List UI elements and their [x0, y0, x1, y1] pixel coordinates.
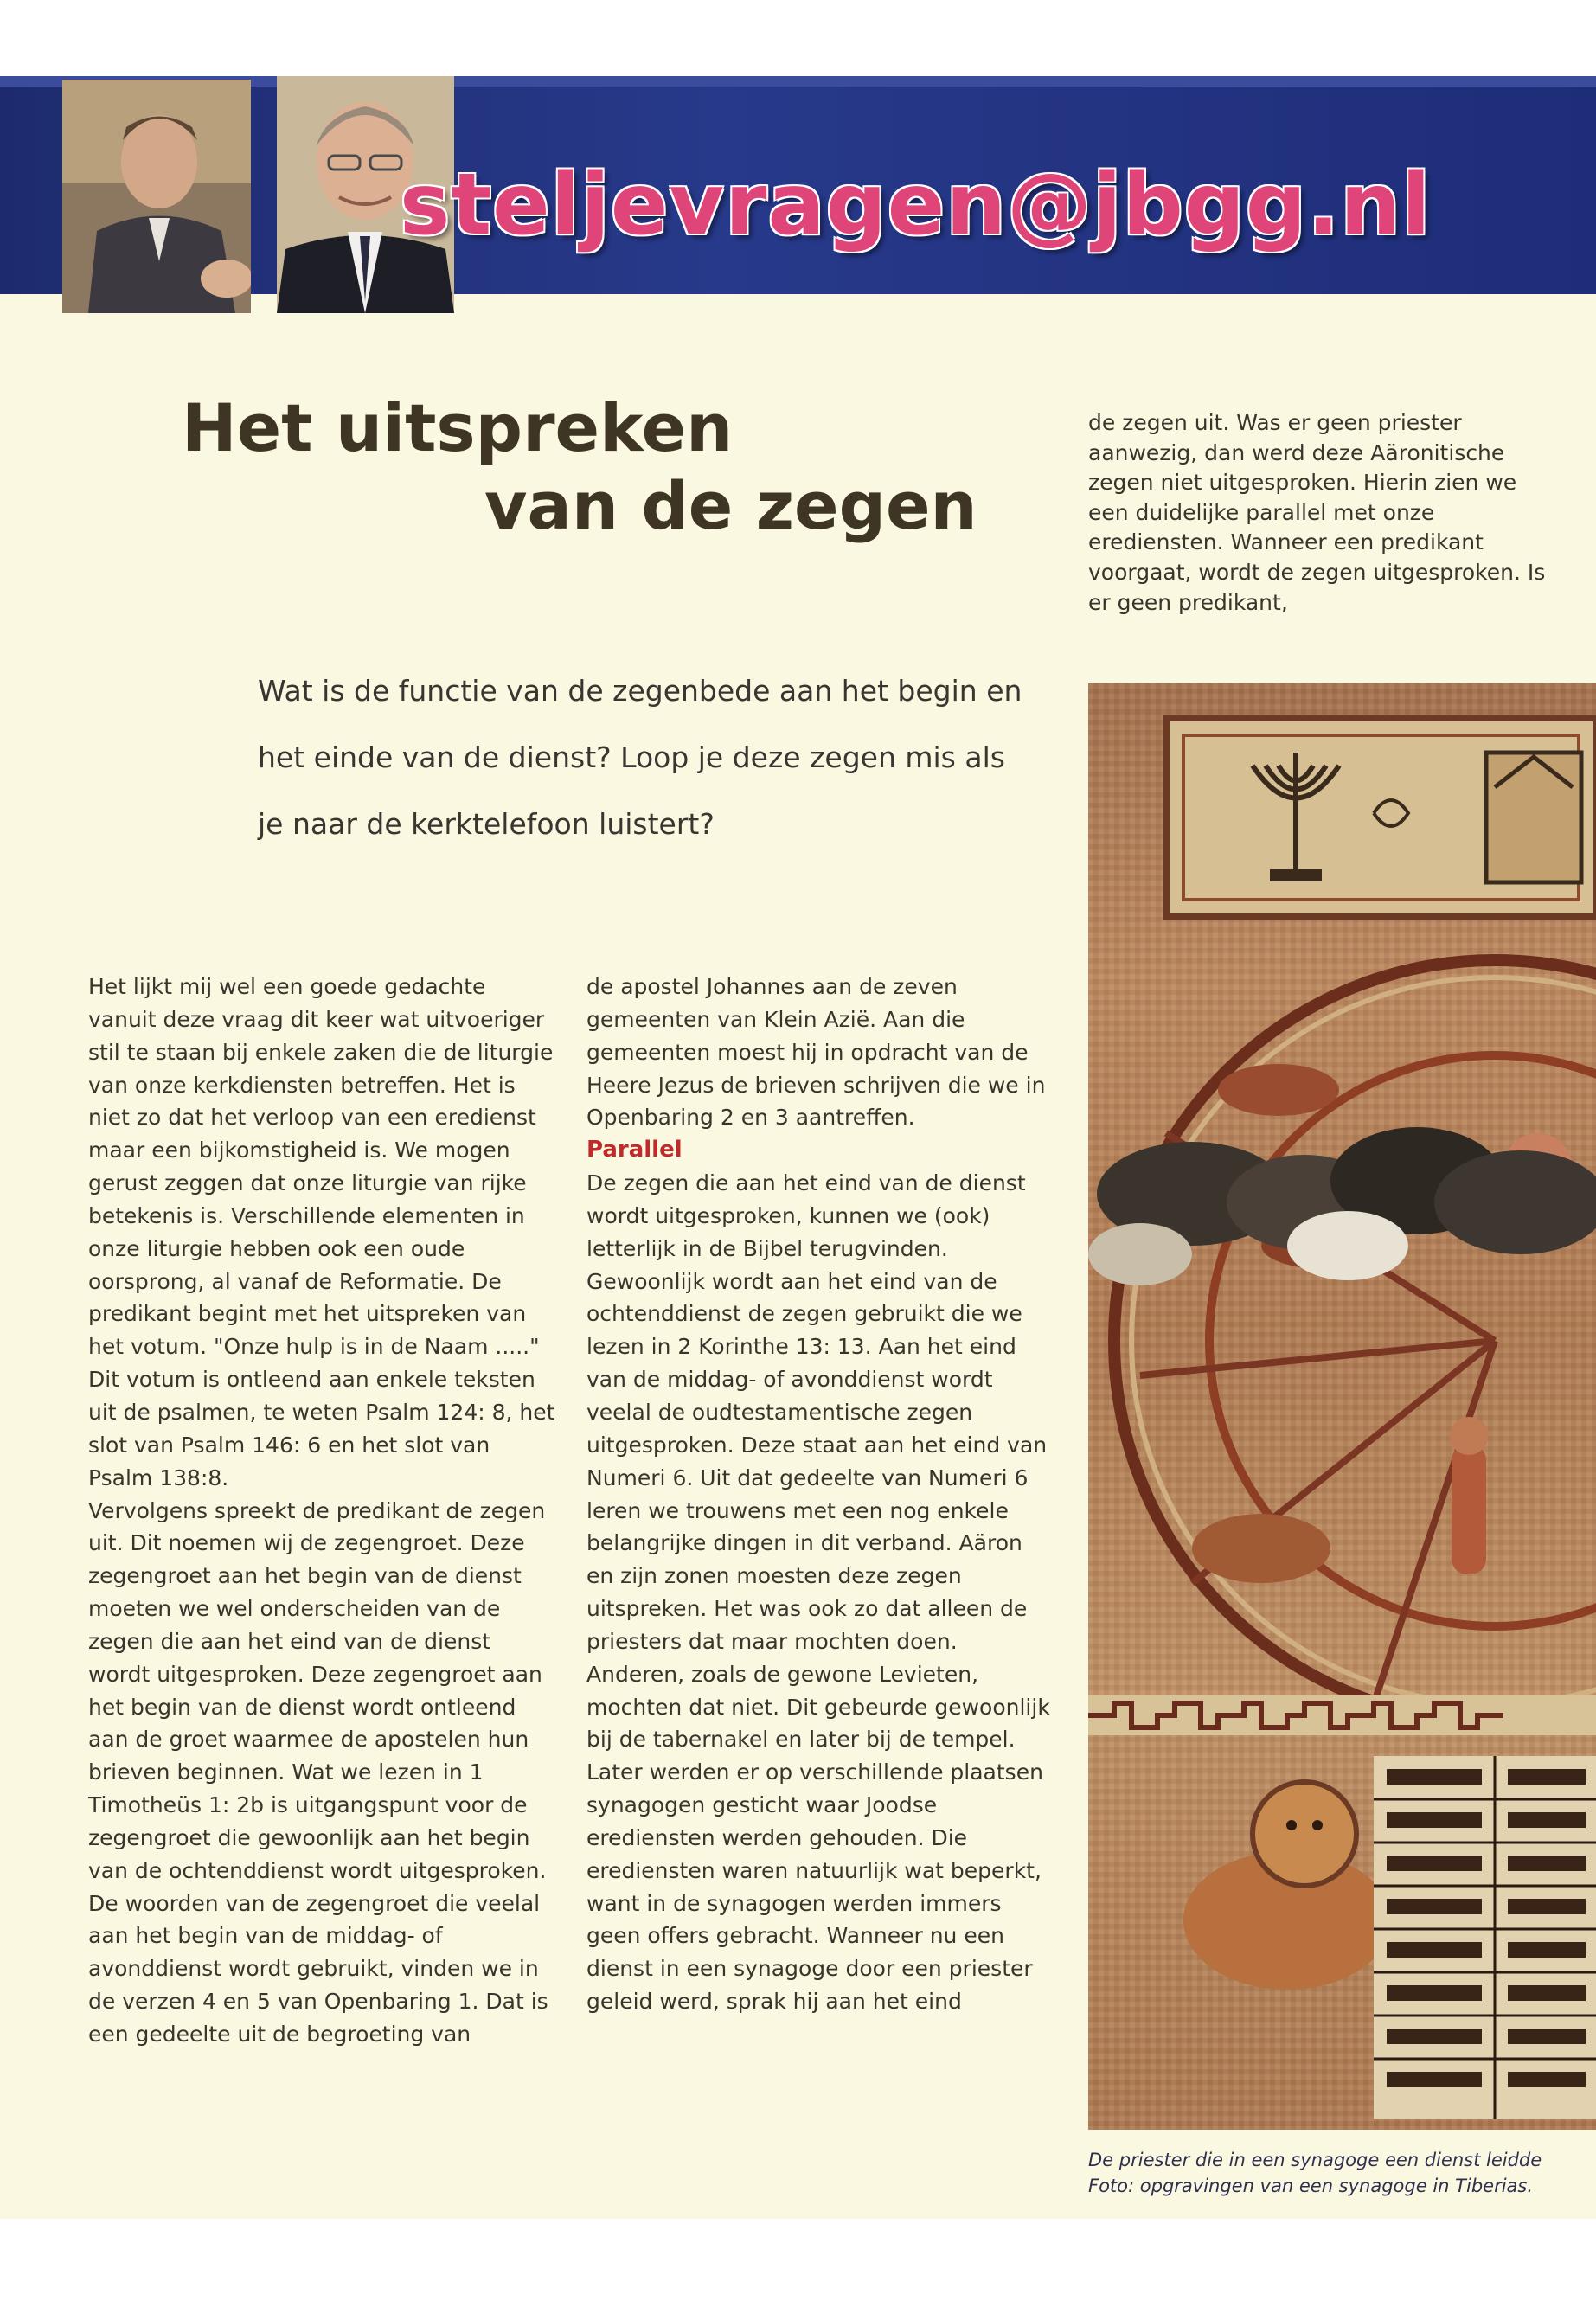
- text-column-1: [88, 971, 555, 2051]
- caption-line-1: De priester die in een synagoge een dienst leidde: [1088, 2150, 1542, 2170]
- speaker-photo: [62, 80, 251, 313]
- bottom-margin: [0, 2219, 1596, 2301]
- paragraph: De zegen die aan het eind van de dienst wordt uitgesproken, kunnen we (ook) letterlijk in de Bijbel terugvinden. Gewoonlijk wordt aan het eind van de ochtenddienst de zegen gebruikt die we lezen in 2 Korinthe 13: 13. Aan het eind van de middag- of avonddienst wordt veelal de oudtestamentische zegen uitgesproken. Deze staat aan het eind van Numeri 6. Uit dat gedeelte van Numeri 6 leren we trouwens met een nog enkele belangrijke dingen in dit verband. Aäron en zijn zonen moesten deze zegen uitspreken. Het was ook zo dat alleen de priesters dat maar mochten doen. Anderen, zoals de gewone Levieten, mochten dat niet. Dit gebeurde gewoonlijk bij de tabernakel en later bij de tempel. Later werden er op verschillende plaatsen synagogen gesticht waar Joodse erediensten werden gehouden. Die erediensten waren natuurlijk wat beperkt, want in de synagogen werden immers geen offers gebracht. Wanneer nu een dienst in een synagoge door een priester geleid werd, sprak hij aan het eind: [586, 1170, 1050, 2015]
- article-intro: Wat is de functie van de zegenbede aan het begin en het einde van de dienst? Loop je deze zegen mis als je naar de kerktelefoon luistert?: [258, 674, 1022, 841]
- article-title: [173, 389, 977, 545]
- paragraph: Het lijkt mij wel een goede gedachte vanuit deze vraag dit keer wat uitvoeriger stil te staan bij enkele zaken die de liturgie van onze kerkdiensten betreffen. Het is niet zo dat het verloop van een eredienst maar een bijkomstigheid is. We mogen gerust zeggen dat onze liturgie van rijke betekenis is. Verschillende elementen in onze liturgie hebben ook een oude oorsprong, al vanaf de Reformatie. De predikant begint met het uitspreken van het votum. "Onze hulp is in de Naam ....." Dit votum is ontleend aan enkele teksten uit de psalmen, te weten Psalm 124: 8, het slot van Psalm 146: 6 en het slot van Psalm 138:8.: [88, 974, 555, 1490]
- title-line-2: van de zegen: [484, 467, 977, 544]
- paragraph: Vervolgens spreekt de predikant de zegen uit. Dit noemen wij de zegengroet. Deze zegengroet aan het begin van de dienst moeten we wel onderscheiden van de zegen die aan het eind van de dienst wordt uitgesproken. Deze zegengroet aan het begin van de dienst wordt ontleend aan de groet waarmee de apostelen hun brieven beginnen. Wat we lezen in 1 Timotheüs 1: 2b is uitgangspunt voor de zegengroet die gewoonlijk aan het begin van de ochtenddienst wordt uitgesproken. De woorden van de zegengroet die veelal aan het begin van de middag- of avonddienst wordt gebruikt, vinden we in de verzen 4 en 5 van Openbaring 1. Dat is een gedeelte uit de begroeting van: [88, 1497, 548, 2047]
- caption-line-2: Foto: opgravingen van een synagoge in Tiberias.: [1088, 2176, 1534, 2196]
- title-line-1: Het uitspreken: [182, 389, 734, 466]
- section-heading: Parallel: [586, 1137, 683, 1163]
- mosaic-photo: [1088, 683, 1596, 2130]
- top-margin: [0, 0, 1596, 76]
- paragraph: de zegen uit. Was er geen priester aanwezig, dan werd deze Aäronitische zegen niet uitgesproken. Hierin zien we een duidelijke parallel met onze erediensten. Wanneer een predikant voorgaat, wordt de zegen uitgesproken. Is er geen predikant,: [1088, 410, 1546, 615]
- paragraph: de apostel Johannes aan de zeven gemeenten van Klein Azië. Aan die gemeenten moest hij in opdracht van de Heere Jezus de brieven schrijven die we in Openbaring 2 en 3 aantreffen.: [586, 974, 1046, 1131]
- contact-email: steljevragen@jbgg.nl: [400, 156, 1432, 254]
- photo-caption: [1088, 2147, 1596, 2199]
- text-column-2: [586, 971, 1054, 2018]
- text-column-3: [1088, 408, 1555, 618]
